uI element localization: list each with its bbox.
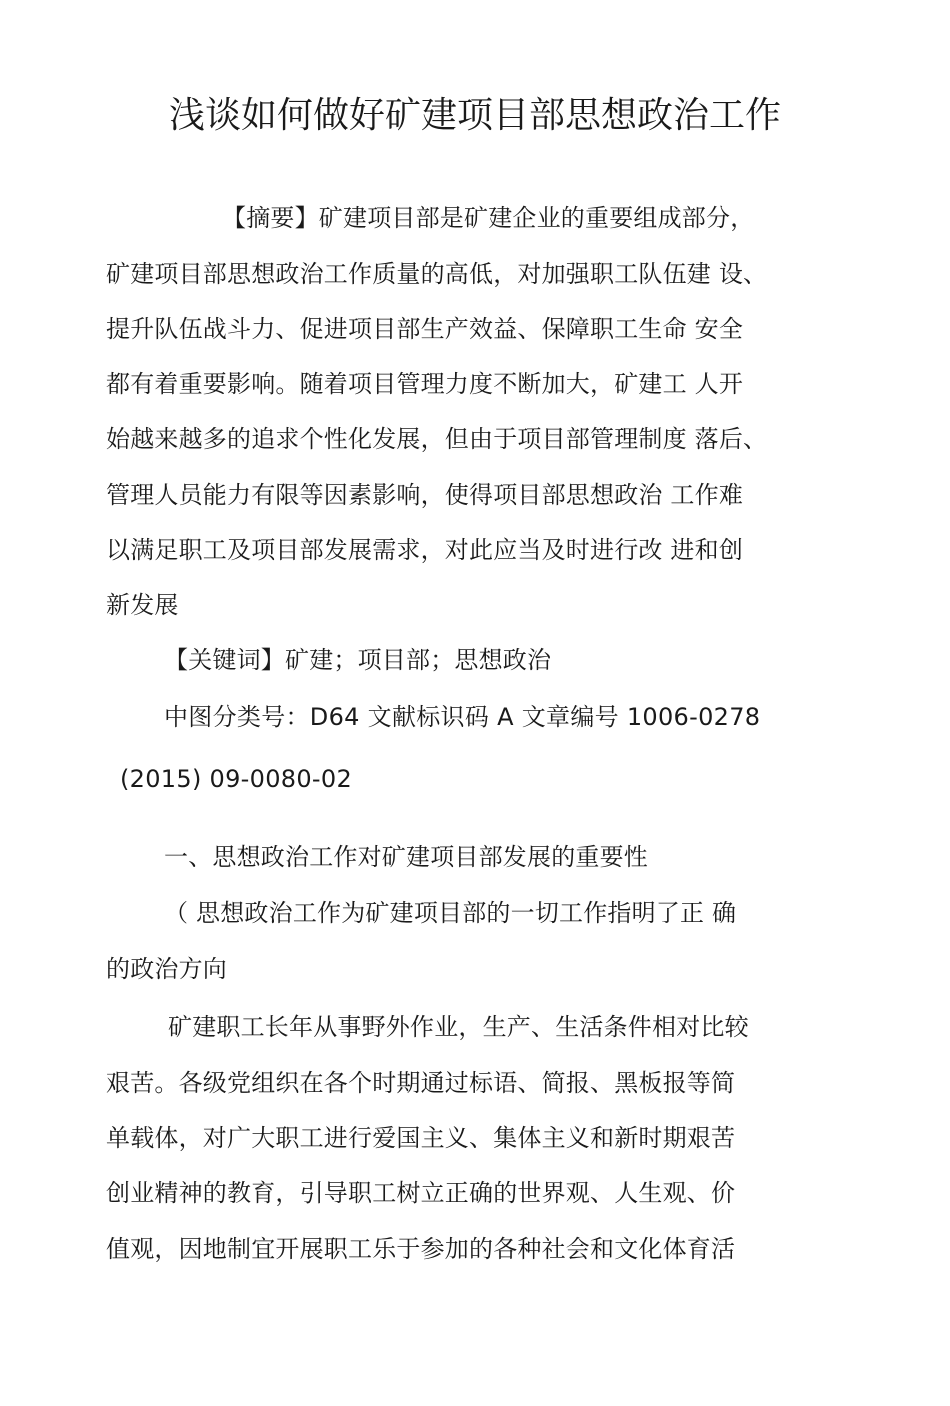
keywords: 【关键词】矿建；项目部；思想政治 bbox=[164, 646, 552, 674]
abstract-line: 以满足职工及项目部发展需求，对此应当及时进行改 进和创 bbox=[106, 536, 744, 564]
body-line: 艰苦。各级党组织在各个时期通过标语、简报、黑板报等简 bbox=[106, 1069, 736, 1097]
document-title: 浅谈如何做好矿建项目部思想政治工作 bbox=[168, 95, 781, 136]
classification-info-cont: (2015) 09-0080-02 bbox=[120, 765, 353, 793]
body-line: 矿建职工长年从事野外作业，生产、生活条件相对比较 bbox=[168, 1013, 749, 1041]
abstract-line: 管理人员能力有限等因素影响，使得项目部思想政治 工作难 bbox=[106, 481, 744, 509]
subsection-heading-cont: 的政治方向 bbox=[106, 955, 227, 983]
body-line: 创业精神的教育，引导职工树立正确的世界观、人生观、价 bbox=[106, 1179, 736, 1207]
abstract-line: 【摘要】矿建项目部是矿建企业的重要组成部分， bbox=[222, 204, 755, 232]
subsection-heading: （ 思想政治工作为矿建项目部的一切工作指明了正 确 bbox=[164, 899, 737, 927]
section-heading: 一、思想政治工作对矿建项目部发展的重要性 bbox=[164, 843, 648, 871]
abstract-line: 提升队伍战斗力、促进项目部生产效益、保障职工生命 安全 bbox=[106, 315, 744, 343]
abstract-line: 都有着重要影响。随着项目管理力度不断加大，矿建工 人开 bbox=[106, 370, 744, 398]
abstract-line: 矿建项目部思想政治工作质量的高低，对加强职工队伍建 设、 bbox=[106, 260, 768, 288]
body-line: 单载体，对广大职工进行爱国主义、集体主义和新时期艰苦 bbox=[106, 1124, 736, 1152]
abstract-line: 新发展 bbox=[106, 591, 179, 619]
abstract-line: 始越来越多的追求个性化发展，但由于项目部管理制度 落后、 bbox=[106, 425, 768, 453]
body-line: 值观，因地制宜开展职工乐于参加的各种社会和文化体育活 bbox=[106, 1235, 736, 1263]
classification-info: 中图分类号：D64 文献标识码 A 文章编号 1006-0278 bbox=[164, 703, 761, 731]
